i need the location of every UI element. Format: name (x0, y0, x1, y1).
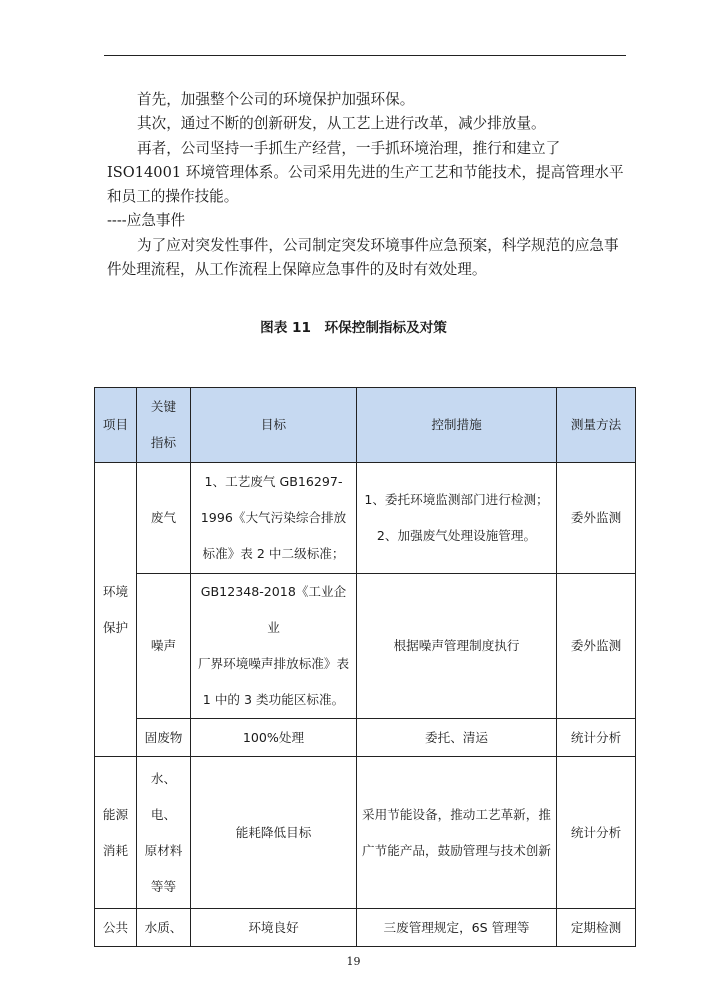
header-target: 目标 (191, 388, 357, 463)
table-header-row (95, 388, 636, 463)
cell-target: 能耗降低目标 (191, 757, 357, 909)
paragraph: 其次，通过不断的创新研发，从工艺上进行改革，减少排放量。 (137, 115, 546, 133)
cell-method: 定期检测 (557, 909, 636, 947)
page-number: 19 (346, 955, 361, 968)
table-row (95, 909, 636, 947)
cell-indicator: 固废物 (137, 719, 191, 757)
paragraph: 为了应对突发性事件，公司制定突发环境事件应急预案，科学规范的应急事件处理流程，从工作流程上保障应急事件的及时有效处理。 (107, 236, 619, 279)
cell-method: 委外监测 (557, 463, 636, 574)
target-line: 1、工艺废气 GB16297- (204, 474, 343, 489)
header-indicator (137, 388, 191, 463)
measure-line: 采用节能设备，推动工艺革新，推 (362, 806, 551, 822)
measure-line: 2、加强废气处理设施管理。 (376, 528, 537, 543)
target-line: GB12348-2018《工业企业 (200, 584, 347, 635)
cell-measures: 根据噪声管理制度执行 (357, 574, 557, 719)
cell-measures: 委托、清运 (357, 719, 557, 757)
group-public: 公共 (95, 909, 137, 947)
environmental-control-table (94, 387, 636, 947)
group-line: 消耗 (102, 842, 129, 858)
cell-indicator: 水质、 (137, 909, 191, 947)
table-row (95, 574, 636, 719)
cell-measures (357, 757, 557, 909)
cell-target: 100%处理 (191, 719, 357, 757)
cell-target: 环境良好 (191, 909, 357, 947)
cell-indicator: 噪声 (137, 574, 191, 719)
cell-measures: 三废管理规定，6S 管理等 (357, 909, 557, 947)
table-row (95, 757, 636, 909)
header-indicator-line: 关键 (150, 399, 177, 414)
table-caption: 图表 11 环保控制指标及对策 (260, 320, 447, 336)
cell-target (191, 574, 357, 719)
target-line: 标准》表 2 中二级标准； (202, 546, 345, 561)
indicator-line: 水、 (150, 770, 177, 786)
indicator-line: 电、 (150, 806, 177, 822)
cell-measures (357, 463, 557, 574)
cell-indicator: 废气 (137, 463, 191, 574)
header-item: 项目 (95, 388, 137, 463)
header-measures: 控制措施 (357, 388, 557, 463)
target-line: 1996《大气污染综合排放 (200, 510, 347, 525)
paragraph: 首先，加强整个公司的环境保护加强环保。 (137, 91, 415, 108)
cell-method: 委外监测 (557, 574, 636, 719)
measure-line: 1、委托环境监测部门进行检测； (364, 492, 549, 507)
target-line: 厂界环境噪声排放标准》表 (197, 656, 350, 671)
table-row (95, 463, 636, 574)
target-line: 1 中的 3 类功能区标准。 (202, 692, 345, 707)
header-rule (104, 55, 626, 56)
header-method: 测量方法 (557, 388, 636, 463)
group-line: 保护 (102, 619, 129, 635)
body-text (107, 88, 627, 282)
cell-target (191, 463, 357, 574)
measure-line: 广节能产品，鼓励管理与技术创新 (362, 842, 551, 858)
indicator-line: 等等 (150, 878, 177, 894)
cell-method: 统计分析 (557, 757, 636, 909)
group-env (95, 463, 137, 757)
group-energy (95, 757, 137, 909)
indicator-line: 原材料 (144, 842, 183, 858)
section-heading: ----应急事件 (107, 212, 186, 230)
cell-indicator (137, 757, 191, 909)
group-line: 环境 (102, 583, 129, 599)
cell-method: 统计分析 (557, 719, 636, 757)
table-row (95, 719, 636, 757)
paragraph: 再者，公司坚持一手抓生产经营，一手抓环境治理，推行和建立了ISO14001 环境管理体系。公司采用先进的生产工艺和节能技术，提高管理水平和员工的操作技能。 (107, 139, 624, 206)
group-line: 能源 (102, 806, 129, 822)
header-indicator-line: 指标 (150, 435, 177, 450)
